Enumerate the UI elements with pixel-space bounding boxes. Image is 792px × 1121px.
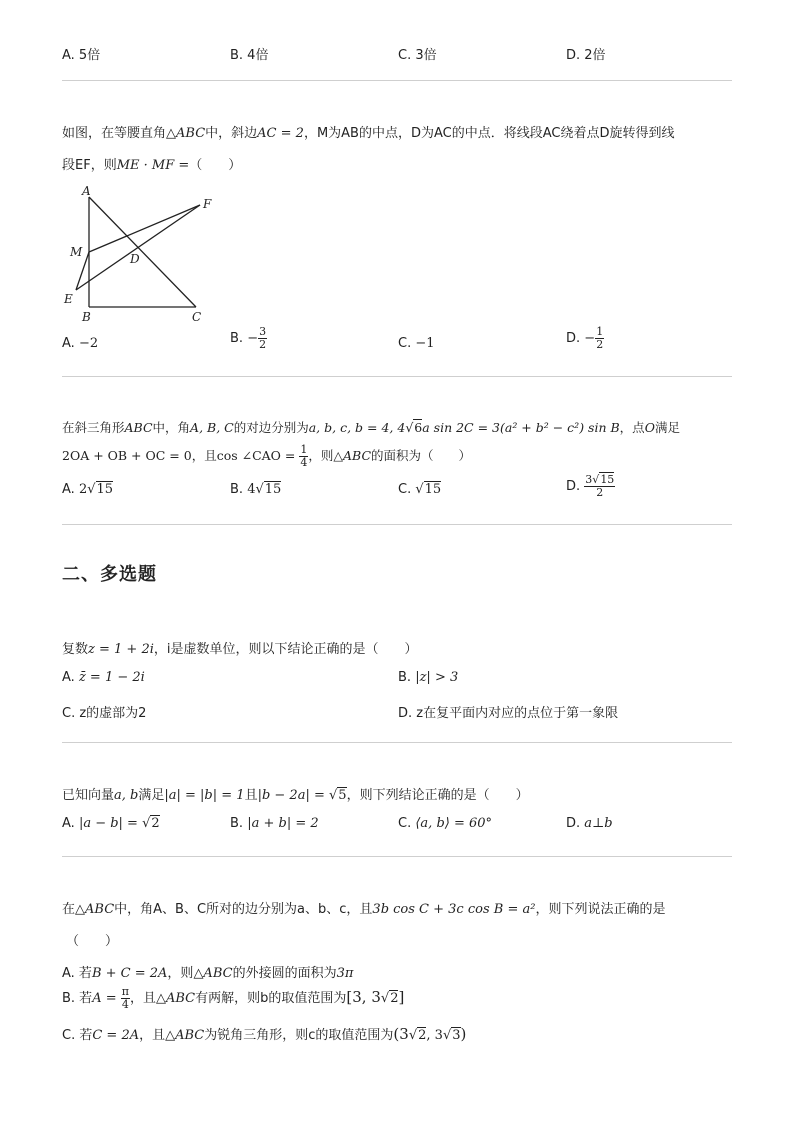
q4-option-c[interactable]: C. ⟨a, b⟩ = 60° (398, 816, 493, 831)
q1-option-a[interactable]: A. −2 (62, 336, 99, 351)
label-e: E (64, 292, 73, 306)
q1-option-b[interactable]: B. − $\frac{3}{2}$ (230, 325, 267, 351)
q2-option-a[interactable]: A. 2√15 (62, 482, 114, 497)
q1-geometry-figure (60, 180, 230, 325)
q0-option-d[interactable]: D. 2倍 (566, 48, 606, 63)
q5-stem-line2: （ ） (66, 934, 119, 949)
q3-option-c[interactable]: C. z的虚部为2 (62, 706, 147, 721)
divider (62, 376, 732, 377)
q2-option-c[interactable]: C. √15 (398, 482, 442, 497)
q1-option-d[interactable]: D. − $\frac{1}{2}$ (566, 325, 604, 351)
q3-option-d[interactable]: D. z在复平面内对应的点位于第一象限 (398, 706, 619, 721)
q3-option-b[interactable]: B. |z| > 3 (398, 670, 459, 685)
label-c: C (192, 310, 202, 324)
section-title: 二、多选题 (62, 564, 157, 585)
q4-stem: 已知向量a, b满足|a| = |b| = 1且|b − 2a| = √5，则下列结论正确的是（ ） (62, 788, 529, 803)
divider (62, 524, 732, 525)
divider (62, 856, 732, 857)
q3-stem: 复数z = 1 + 2i，i是虚数单位，则以下结论正确的是（ ） (62, 642, 418, 657)
q0-option-b[interactable]: B. 4倍 (230, 48, 269, 63)
q0-option-c[interactable]: C. 3倍 (398, 48, 437, 63)
q5-stem-line1: 在△ABC中，角A、B、C所对的边分别为a、b、c，且3b cos C + 3c cos B = a²，则下列说法正确的是 (62, 902, 666, 917)
q1-option-c[interactable]: C. −1 (398, 336, 435, 351)
q0-option-a[interactable]: A. 5倍 (62, 48, 101, 63)
divider (62, 80, 732, 81)
q2-option-b[interactable]: B. 4√15 (230, 482, 282, 497)
label-f: F (203, 197, 212, 211)
q3-option-a[interactable]: A. z̄ = 1 − 2i (62, 670, 145, 685)
q2-option-d[interactable]: D. $\frac{3√15}{2}$ (566, 473, 615, 499)
q1-stem-line2: 段EF，则ME · MF =（ ） (62, 158, 242, 173)
q4-option-b[interactable]: B. |a + b| = 2 (230, 816, 319, 831)
q1-stem-line1: 如图，在等腰直角△ABC中，斜边AC = 2，M为AB的中点，D为AC的中点．将线段AC绕着点D旋转得到线 (62, 126, 675, 141)
label-a: A (82, 184, 91, 198)
label-b: B (82, 310, 91, 324)
divider (62, 742, 732, 743)
label-m: M (70, 245, 83, 259)
q5-option-a[interactable]: A. 若B + C = 2A，则△ABC的外接圆的面积为3π (62, 966, 354, 981)
q2-stem-line1: 在斜三角形ABC中，角A, B, C的对边分别为a, b, c, b = 4, 4√6a sin 2C = 3(a² + b² − c²) sin B，点O满足 (62, 420, 680, 435)
q2-stem-line2: 2OA + OB + OC = 0，且cos ∠CAO = $\frac{1}{4}$ ，则△ABC的面积为（ ） (62, 443, 472, 469)
q4-option-a[interactable]: A. |a − b| = √2 (62, 816, 160, 831)
segment-ef (76, 205, 200, 290)
q5-option-c[interactable]: C. 若C = 2A，且△ABC为锐角三角形，则c的取值范围为(3√2, 3√3) (62, 1025, 467, 1043)
segment-mf (89, 205, 200, 252)
q4-option-d[interactable]: D. a⊥b (566, 816, 613, 831)
label-d: D (130, 252, 140, 266)
q5-option-b[interactable]: B. 若A = $\frac{\pi}{4}$ ，且△ABC有两解，则b的取值范围为[3, 3√2] (62, 985, 405, 1011)
